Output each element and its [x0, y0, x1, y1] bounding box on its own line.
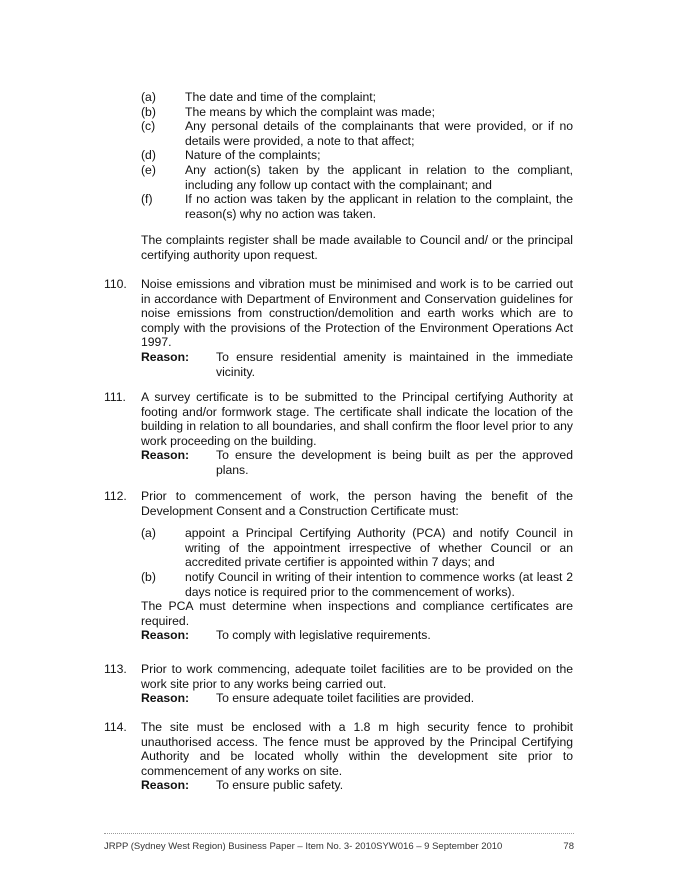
list-item-label: (e) — [141, 162, 156, 177]
condition-110 — [104, 277, 573, 379]
list-item-label: (a) — [141, 90, 156, 104]
list-item-label: (b) — [141, 569, 156, 584]
reason-label: Reason: — [141, 778, 190, 793]
list-item-text: Any personal details of the complainants that were provided, or if no details were provided, a note to that affect; — [185, 119, 573, 148]
list-item — [141, 570, 573, 599]
condition-after-text: The PCA must determine when inspections and compliance certificates are required. — [141, 599, 573, 628]
list-item-label: (c) — [141, 119, 156, 134]
condition-number: 112. — [104, 489, 127, 503]
reason-text: To ensure public safety. — [216, 778, 344, 793]
condition-113 — [104, 662, 573, 706]
condition-number: 111. — [104, 390, 126, 404]
list-item — [141, 163, 573, 192]
reason-text: To ensure adequate toilet facilities are provided. — [216, 691, 475, 706]
reason-row — [141, 448, 573, 477]
condition-114 — [104, 720, 573, 793]
condition-text: Prior to work commencing, adequate toilet facilities are to be provided on the work site prior to any works being carried out. — [141, 662, 573, 691]
list-item — [141, 192, 573, 221]
condition-112 — [104, 489, 573, 643]
list-item-label: (b) — [141, 104, 156, 119]
condition-text: Noise emissions and vibration must be minimised and work is to be carried out in accordance with Department of Environment and Conservation guidelines for noise emissions from construction/demolition and earth works which are to comply with the provisions of the Protection of the Environment Operations Act 1997. — [141, 277, 573, 350]
list-item-label: (a) — [141, 526, 156, 541]
condition-text: Prior to commencement of work, the person having the benefit of the Development Consent and a Construction Certificate must: — [141, 489, 573, 518]
page-footer — [104, 841, 574, 853]
reason-label: Reason: — [141, 349, 190, 364]
condition-111 — [104, 390, 573, 478]
condition-number: 114. — [104, 720, 127, 734]
reason-label: Reason: — [141, 691, 190, 706]
list-item-text: If no action was taken by the applicant in relation to the complaint, the reason(s) why no action was taken. — [185, 192, 573, 221]
list-item-label: (d) — [141, 148, 156, 163]
list-item — [141, 90, 573, 105]
list-item — [141, 105, 573, 120]
footer-divider — [104, 833, 574, 834]
list-item — [141, 148, 573, 163]
list-item-text: appoint a Principal Certifying Authority (PCA) and notify Council in writing of the appointment irrespective of whether Council or an accredited private certifier is appointed within 7 days; and — [185, 526, 573, 570]
list-item — [141, 119, 573, 148]
condition-text: A survey certificate is to be submitted to the Principal certifying Authority at footing and/or formwork stage. The certificate shall indicate the location of the building in relation to all boundaries, and shall confirm the floor level prior to any work proceeding on the building. — [141, 390, 573, 448]
complaint-details-list — [141, 90, 573, 221]
list-item-text: The means by which the complaint was made; — [185, 104, 435, 119]
reason-label: Reason: — [141, 448, 190, 463]
list-item-text: notify Council in writing of their intention to commence works (at least 2 days notice is required prior to the commencement of works). — [185, 569, 573, 599]
reason-row — [141, 691, 573, 706]
list-item — [141, 526, 573, 570]
reason-row — [141, 628, 573, 643]
condition-number: 113. — [104, 662, 127, 676]
reason-row — [141, 350, 573, 379]
list-item-text: The date and time of the complaint; — [185, 90, 377, 104]
condition-text: The site must be enclosed with a 1.8 m high security fence to prohibit unauthorised access. The fence must be approved by the Principal Certifying Authority and be located wholly within the development site prior to commencement of any works on site. — [141, 720, 573, 778]
reason-text: To comply with legislative requirements. — [216, 628, 431, 643]
footer-text: JRPP (Sydney West Region) Business Paper – Item No. 3- 2010SYW016 – 9 September 2010 — [104, 841, 503, 852]
reason-text: To ensure the development is being built as per the approved plans. — [216, 448, 573, 477]
condition-sub-list — [141, 526, 573, 599]
list-item-text: Any action(s) taken by the applicant in relation to the compliant, including any follow up contact with the complainant; and — [185, 162, 573, 192]
list-item-text: Nature of the complaints; — [185, 148, 321, 163]
page-number: 78 — [563, 841, 574, 852]
list-item-label: (f) — [141, 192, 153, 207]
complaints-register-paragraph: The complaints register shall be made available to Council and/ or the principal certifying authority upon request. — [141, 233, 573, 262]
reason-text: To ensure residential amenity is maintained in the immediate vicinity. — [216, 349, 573, 379]
reason-label: Reason: — [141, 628, 190, 643]
reason-row — [141, 778, 573, 793]
condition-number: 110. — [104, 277, 127, 291]
